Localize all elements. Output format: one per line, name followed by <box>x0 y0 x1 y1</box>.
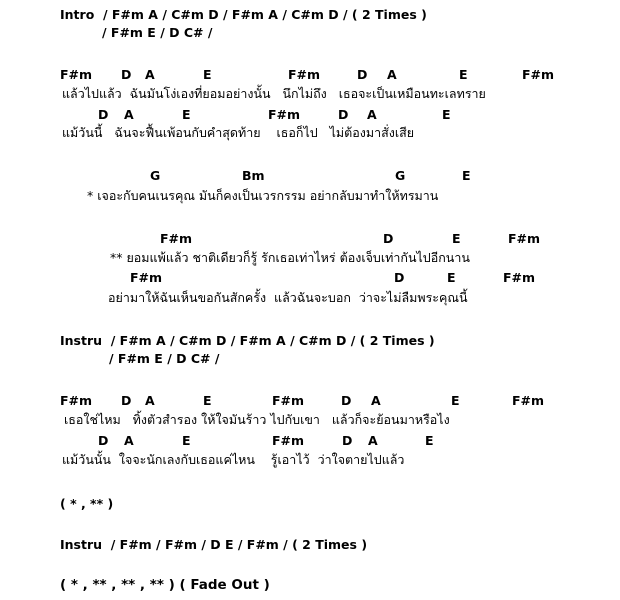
chord: F#m <box>160 231 193 246</box>
verse1-lyrics-2: แม้วันนี้ ฉันจะฟื้นเพ้อนกับคำสุดท้าย เธอก็ไป ไม่ต้องมาสั่งเสีย <box>62 125 415 140</box>
chord: F#m <box>503 270 536 285</box>
chord: D <box>121 67 132 82</box>
chord: D <box>98 107 109 122</box>
chord: A <box>368 433 378 448</box>
chord: E <box>452 231 461 246</box>
chord: E <box>182 433 191 448</box>
chord: G <box>395 168 406 183</box>
chord: E <box>203 67 212 82</box>
chord: Bm <box>242 168 265 183</box>
chord: E <box>447 270 456 285</box>
instru-2-line: Instru / F#m / F#m / D E / F#m / ( 2 Times ) <box>60 537 368 552</box>
chord: E <box>451 393 460 408</box>
chord: A <box>371 393 381 408</box>
chord: A <box>367 107 377 122</box>
chord: F#m <box>60 393 93 408</box>
chord: D <box>342 433 353 448</box>
chord: A <box>124 107 134 122</box>
outro-line: ( * , ** , ** , ** ) ( Fade Out ) <box>60 577 270 593</box>
intro-line-1: Intro / F#m A / C#m D / F#m A / C#m D / ( 2 Times ) <box>60 7 427 22</box>
chord: F#m <box>130 270 163 285</box>
intro-line-2: / F#m E / D C# / <box>102 25 213 40</box>
chord: F#m <box>60 67 93 82</box>
chord: E <box>203 393 212 408</box>
chord: E <box>425 433 434 448</box>
chorus-b-lyrics-2: อย่ามาให้ฉันเห็นขอกันสักครั้ง แล้วฉันจะบอก ว่าจะไม่ลืมพระคุณนี้ <box>108 290 468 305</box>
chord: F#m <box>522 67 555 82</box>
chord: F#m <box>512 393 545 408</box>
chord: E <box>462 168 471 183</box>
chord: A <box>145 393 155 408</box>
chord: F#m <box>288 67 321 82</box>
chord: D <box>338 107 349 122</box>
chord: D <box>357 67 368 82</box>
verse2-lyrics-1: เธอใช่ไหม ทิ้งตัวสำรอง ให้ใจมันร้าว ไปกับเขา แล้วก็จะย้อนมาหรือไง <box>64 412 450 427</box>
chorus-b-lyrics-1: ** ยอมแพ้แล้ว ชาติเดียวก็รู้ รักเธอเท่าไหร่ ต้องเจ็บเท่ากันไปอีกนาน <box>110 250 470 265</box>
chord: A <box>387 67 397 82</box>
chord: D <box>394 270 405 285</box>
chorus-a-lyrics: * เจอะกับคนเนรคุณ มันก็คงเป็นเวรกรรม อย่ากลับมาทำให้ทรมาน <box>87 188 439 203</box>
chord: F#m <box>272 393 305 408</box>
repeat-marker: ( * , ** ) <box>60 496 114 511</box>
chord: A <box>124 433 134 448</box>
chord: E <box>442 107 451 122</box>
chord: F#m <box>508 231 541 246</box>
instru-1-line-1: Instru / F#m A / C#m D / F#m A / C#m D / ( 2 Times ) <box>60 333 435 348</box>
chord: E <box>459 67 468 82</box>
instru-1-line-2: / F#m E / D C# / <box>109 351 220 366</box>
chord: D <box>98 433 109 448</box>
chord: F#m <box>272 433 305 448</box>
chord: D <box>121 393 132 408</box>
chord: F#m <box>268 107 301 122</box>
chord: E <box>182 107 191 122</box>
chord: D <box>341 393 352 408</box>
chord: A <box>145 67 155 82</box>
chord: G <box>150 168 161 183</box>
verse2-lyrics-2: แม้วันนั้น ใจจะนักเลงกับเธอแค่ไหน รู้เอาไว้ ว่าใจตายไปแล้ว <box>62 452 405 467</box>
chord: D <box>383 231 394 246</box>
verse1-lyrics-1: แล้วไปแล้ว ฉันมันโง่เองที่ยอมอย่างนั้น นึกไม่ถึง เธอจะเป็นเหมือนทะเลทราย <box>62 86 486 101</box>
